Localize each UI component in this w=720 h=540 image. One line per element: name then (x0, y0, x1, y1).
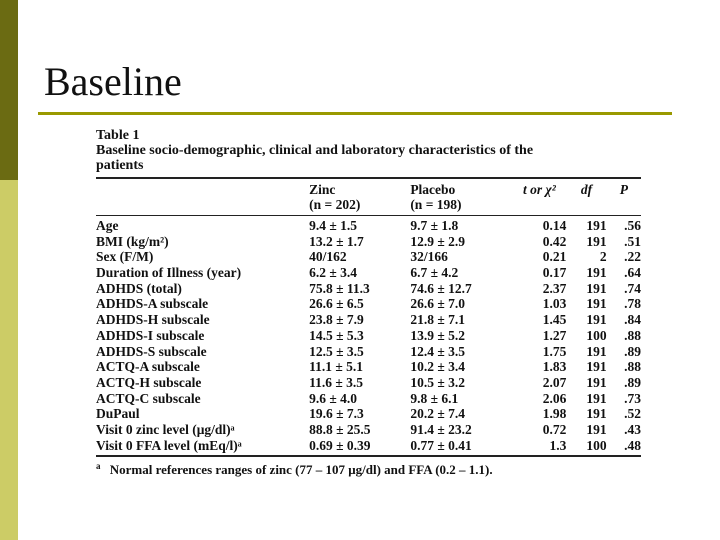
cell-t: 0.14 (542, 218, 567, 233)
table-row (96, 296, 641, 312)
header-blank (96, 182, 303, 212)
cell-zinc: 75.8 ± 11.3 (309, 280, 370, 296)
cell-p: .51 (624, 233, 641, 249)
footnote-mark: a (96, 460, 101, 471)
cell-df: 191 (586, 296, 607, 312)
cell-df: 2 (599, 249, 607, 265)
cell-df: 191 (586, 218, 607, 233)
table-row (96, 438, 641, 454)
row-label: ADHDS (total) (96, 280, 182, 296)
cell-t: 1.03 (542, 296, 567, 312)
header-placebo-n: (n = 198) (410, 196, 462, 212)
cell-t: 0.42 (542, 233, 567, 249)
footnote-text: Normal references ranges of zinc (77 – 107 μg/dl) and FFA (0.2 – 1.1). (109, 462, 493, 478)
cell-placebo: 0.77 ± 0.41 (410, 437, 472, 453)
row-label: Duration of Illness (year) (96, 265, 242, 281)
table-row (96, 218, 641, 234)
cell-placebo: 9.8 ± 6.1 (410, 390, 459, 406)
cell-zinc: 23.8 ± 7.9 (309, 312, 364, 328)
cell-zinc: 6.2 ± 3.4 (309, 265, 358, 281)
cell-t: 1.98 (542, 406, 567, 422)
cell-t: 2.37 (542, 280, 567, 296)
row-label: ACTQ-C subscale (96, 390, 201, 406)
cell-df: 191 (586, 359, 607, 375)
row-label: ADHDS-S subscale (96, 343, 207, 359)
cell-t: 1.3 (549, 437, 567, 453)
table-row (96, 422, 641, 438)
cell-p: .88 (624, 327, 641, 343)
cell-placebo: 26.6 ± 7.0 (410, 296, 465, 312)
cell-df: 191 (586, 233, 607, 249)
row-label: ADHDS-H subscale (96, 312, 210, 328)
cell-p: .52 (624, 406, 641, 422)
cell-df: 191 (586, 406, 607, 422)
cell-p: .48 (624, 437, 641, 453)
cell-df: 100 (586, 327, 607, 343)
header-df: df (580, 181, 593, 197)
cell-placebo: 74.6 ± 12.7 (410, 280, 472, 296)
cell-df: 191 (586, 312, 607, 328)
cell-zinc: 40/162 (309, 249, 347, 265)
row-label: Sex (F/M) (96, 249, 154, 265)
cell-zinc: 11.1 ± 5.1 (309, 359, 364, 375)
title-underline (38, 112, 672, 115)
table-row (96, 249, 641, 265)
cell-placebo: 20.2 ± 7.4 (410, 406, 465, 422)
table-row (96, 281, 641, 297)
table-row (96, 234, 641, 250)
cell-placebo: 12.9 ± 2.9 (410, 233, 465, 249)
cell-t: 2.06 (542, 390, 567, 406)
accent-bar-top (0, 0, 18, 180)
cell-zinc: 88.8 ± 25.5 (309, 421, 371, 437)
table-label: Table 1 (96, 128, 140, 143)
cell-p: .43 (624, 421, 641, 437)
table-footnote (96, 461, 641, 478)
cell-p: .89 (624, 343, 641, 359)
cell-placebo: 91.4 ± 23.2 (410, 421, 472, 437)
table-caption (96, 128, 641, 173)
caption-line-1: Baseline socio-demographic, clinical and laboratory characteristics of the (96, 143, 534, 158)
cell-placebo: 13.9 ± 5.2 (410, 327, 465, 343)
cell-zinc: 26.6 ± 6.5 (309, 296, 364, 312)
row-label: Visit 0 zinc level (μg/dl)ᵃ (96, 421, 235, 437)
cell-placebo: 9.7 ± 1.8 (410, 218, 459, 233)
cell-t: 1.45 (542, 312, 567, 328)
cell-placebo: 12.4 ± 3.5 (410, 343, 465, 359)
table-row (96, 375, 641, 391)
cell-t: 1.27 (542, 327, 567, 343)
row-label: Visit 0 FFA level (mEq/l)ᵃ (96, 437, 242, 453)
header-p: P (619, 181, 628, 197)
accent-bar-bottom (0, 180, 18, 540)
cell-t: 0.21 (542, 249, 567, 265)
table-row (96, 328, 641, 344)
table-row (96, 359, 641, 375)
cell-t: 2.07 (542, 374, 567, 390)
cell-df: 191 (586, 280, 607, 296)
cell-placebo: 10.2 ± 3.4 (410, 359, 465, 375)
cell-df: 191 (586, 421, 607, 437)
header-placebo (406, 182, 512, 212)
header-zinc-title: Zinc (309, 181, 336, 197)
table-row (96, 265, 641, 281)
cell-placebo: 32/166 (410, 249, 448, 265)
cell-p: .84 (624, 312, 641, 328)
cell-p: .64 (624, 265, 641, 281)
cell-p: .89 (624, 374, 641, 390)
cell-zinc: 12.5 ± 3.5 (309, 343, 364, 359)
cell-p: .22 (624, 249, 641, 265)
table-body (96, 216, 641, 453)
row-label: BMI (kg/m²) (96, 233, 169, 249)
cell-placebo: 10.5 ± 3.2 (410, 374, 465, 390)
cell-zinc: 9.4 ± 1.5 (309, 218, 358, 233)
row-label: ACTQ-A subscale (96, 359, 200, 375)
table-row (96, 312, 641, 328)
cell-t: 0.72 (542, 421, 567, 437)
cell-df: 191 (586, 390, 607, 406)
cell-df: 100 (586, 437, 607, 453)
cell-zinc: 13.2 ± 1.7 (309, 233, 364, 249)
cell-p: .74 (624, 280, 641, 296)
cell-p: .88 (624, 359, 641, 375)
table-row (96, 391, 641, 407)
cell-zinc: 0.69 ± 0.39 (309, 437, 371, 453)
cell-t: 1.75 (542, 343, 567, 359)
cell-zinc: 14.5 ± 5.3 (309, 327, 364, 343)
row-label: ADHDS-A subscale (96, 296, 209, 312)
cell-placebo: 21.8 ± 7.1 (410, 312, 465, 328)
row-label: DuPaul (96, 406, 140, 422)
header-zinc (303, 182, 406, 212)
cell-p: .78 (624, 296, 641, 312)
cell-p: .73 (624, 390, 641, 406)
cell-df: 191 (586, 265, 607, 281)
table-row (96, 406, 641, 422)
table-header (96, 179, 641, 215)
cell-zinc: 9.6 ± 4.0 (309, 390, 358, 406)
header-t: t or χ² (522, 181, 556, 197)
cell-df: 191 (586, 343, 607, 359)
caption-line-2: patients (96, 158, 144, 173)
cell-t: 1.83 (542, 359, 567, 375)
cell-df: 191 (586, 374, 607, 390)
cell-p: .56 (624, 218, 641, 233)
header-placebo-title: Placebo (410, 181, 456, 197)
cell-zinc: 11.6 ± 3.5 (309, 374, 364, 390)
cell-t: 0.17 (542, 265, 567, 281)
row-label: ADHDS-I subscale (96, 327, 205, 343)
cell-zinc: 19.6 ± 7.3 (309, 406, 364, 422)
slide-title: Baseline (44, 59, 182, 104)
row-label: Age (96, 218, 119, 233)
baseline-table (96, 128, 641, 478)
table-row (96, 344, 641, 360)
table-bottom-rule (96, 455, 641, 457)
cell-placebo: 6.7 ± 4.2 (410, 265, 459, 281)
header-zinc-n: (n = 202) (309, 196, 361, 212)
row-label: ACTQ-H subscale (96, 374, 202, 390)
